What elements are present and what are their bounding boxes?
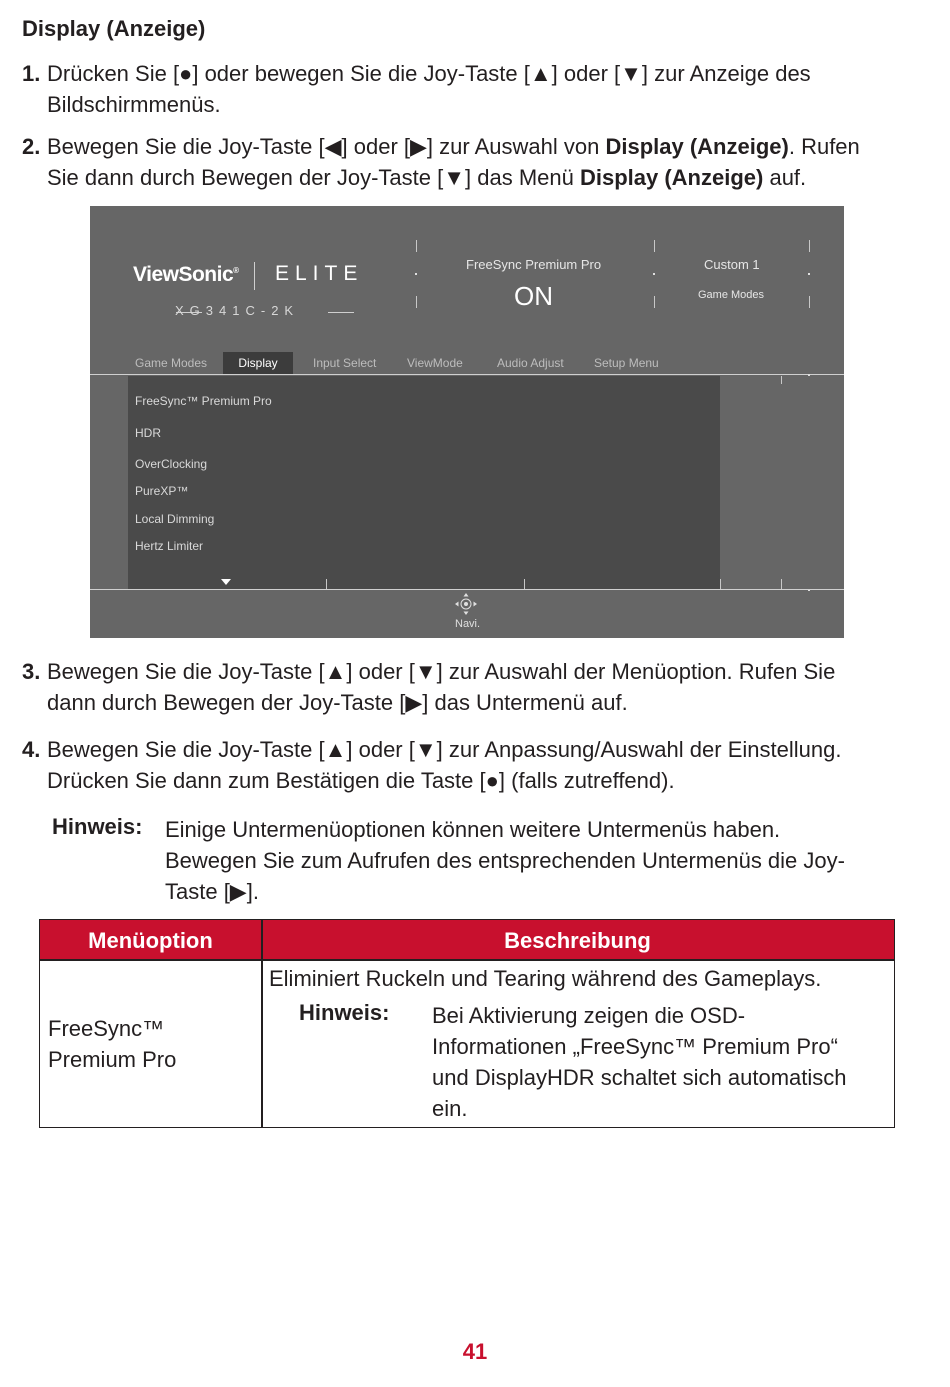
note-line: Bewegen Sie zum Aufrufen des entsprechenden Untermenüs die Joy- [165, 848, 845, 873]
menu-option-table [39, 919, 895, 1128]
tab-input-select[interactable]: Input Select [313, 356, 377, 370]
table-header-row [40, 920, 894, 959]
hint-line: Bei Aktivierung zeigen die OSD- [432, 1003, 746, 1028]
column-tick [781, 579, 782, 589]
column-tick [524, 579, 525, 589]
menu-item-purexp[interactable]: PureXP™ [135, 484, 189, 498]
table-hint-label: Hinweis: [299, 1000, 390, 1025]
step-number: 4. [22, 737, 41, 762]
option-line: FreeSync™ [48, 1016, 165, 1041]
tab-game-modes[interactable]: Game Modes [135, 356, 208, 370]
header-divider-dot [415, 273, 417, 275]
note-text [165, 814, 910, 907]
step-number: 2. [22, 134, 41, 159]
header-divider [654, 296, 655, 308]
column-tick [781, 376, 782, 384]
column-tick [326, 579, 327, 589]
menu-item-local-dimming[interactable]: Local Dimming [135, 512, 215, 526]
step-number: 3. [22, 659, 41, 684]
column-tick-dot [808, 374, 810, 376]
step-text: auf. [763, 165, 807, 190]
tab-viewmode[interactable]: ViewMode [407, 356, 463, 370]
step-number: 1. [22, 61, 41, 86]
model-rule-right [328, 312, 354, 313]
page-number: 41 [462, 1339, 488, 1364]
step-text-line: dann durch Bewegen der Joy-Taste [▶] das Untermenü auf. [47, 690, 628, 715]
model-name: XG341C-2K [175, 303, 300, 318]
step-text-line: Drücken Sie dann zum Bestätigen die Taste [●] (falls zutreffend). [47, 768, 675, 793]
menu-item-freesync[interactable]: FreeSync™ Premium Pro [135, 394, 272, 408]
navi-label: Navi. [455, 618, 481, 630]
tab-setup-menu[interactable]: Setup Menu [594, 356, 659, 370]
menu-item-hertz-limiter[interactable]: Hertz Limiter [135, 539, 204, 553]
current-game-mode: Custom 1 [704, 257, 760, 272]
step-text: Bewegen Sie die Joy-Taste [◀] oder [▶] zur Auswahl von [47, 134, 606, 159]
header-divider [416, 240, 417, 252]
elite-logo: ELITE [275, 262, 364, 285]
column-divider [261, 920, 263, 1127]
osd-screenshot [90, 206, 844, 638]
note-line: Taste [▶]. [165, 879, 259, 904]
step-3 [22, 656, 927, 718]
hint-line: und DisplayHDR schaltet sich automatisch [432, 1065, 847, 1090]
step-text-line [47, 131, 927, 162]
header-divider-dot [653, 273, 655, 275]
logo-divider [254, 262, 255, 290]
step-text-line: Bewegen Sie die Joy-Taste [▲] oder [▼] zur Anpassung/Auswahl der Einstellung. [47, 737, 842, 762]
tab-display[interactable]: Display [223, 352, 293, 374]
tab-bar-rule [90, 374, 844, 375]
table-cell-option [48, 1013, 176, 1075]
menu-item-hdr[interactable]: HDR [135, 426, 161, 440]
hint-line: Informationen „FreeSync™ Premium Pro“ [432, 1034, 838, 1059]
menu-name-bold: Display (Anzeige) [579, 165, 764, 190]
header-description: Beschreibung [504, 928, 651, 953]
step-text: Sie dann durch Bewegen der Joy-Taste [▼] das Menü [47, 165, 580, 190]
menu-item-overclocking[interactable]: OverClocking [135, 457, 208, 471]
hint-line: ein. [432, 1096, 468, 1121]
note-label: Hinweis: [52, 814, 143, 839]
header-menu-option: Menüoption [88, 928, 213, 953]
menu-name-bold: Display (Anzeige) [605, 134, 789, 159]
viewsonic-logo [133, 262, 239, 287]
step-text: . Rufen [788, 134, 860, 159]
brand-name: ViewSonic [133, 263, 234, 286]
game-modes-caption: Game Modes [698, 289, 765, 301]
header-divider [809, 296, 810, 308]
joystick-icon [455, 593, 477, 615]
step-text-line: Drücken Sie [●] oder bewegen Sie die Joy-Taste [▲] oder [▼] zur Anzeige des [47, 61, 811, 86]
note-line: Einige Untermenüoptionen können weitere Untermenüs haben. [165, 817, 781, 842]
header-divider-rule [40, 959, 894, 961]
section-heading: Display (Anzeige) [22, 16, 206, 41]
osd-tab-bar [90, 352, 844, 374]
column-tick [720, 579, 721, 589]
header-divider [654, 240, 655, 252]
step-text-line [47, 162, 927, 193]
freesync-status-value: ON [514, 281, 553, 311]
scroll-down-arrow-icon[interactable] [221, 579, 231, 585]
option-line: Premium Pro [48, 1047, 177, 1072]
tab-audio-adjust[interactable]: Audio Adjust [497, 356, 564, 370]
step-4 [22, 734, 927, 796]
header-divider [416, 296, 417, 308]
step-text-line: Bewegen Sie die Joy-Taste [▲] oder [▼] zur Auswahl der Menüoption. Rufen Sie [47, 659, 836, 684]
table-hint-text [432, 1000, 887, 1124]
panel-bottom-rule [90, 589, 844, 590]
header-divider-dot [808, 273, 810, 275]
table-cell-description: Eliminiert Ruckeln und Tearing während des Gameplays. [269, 966, 822, 991]
header-divider [809, 240, 810, 252]
freesync-status-label: FreeSync Premium Pro [466, 257, 602, 272]
step-text-line: Bildschirmmenüs. [47, 92, 221, 117]
registered-mark: ® [233, 266, 239, 275]
step-2 [22, 131, 927, 193]
step-1 [22, 58, 927, 120]
